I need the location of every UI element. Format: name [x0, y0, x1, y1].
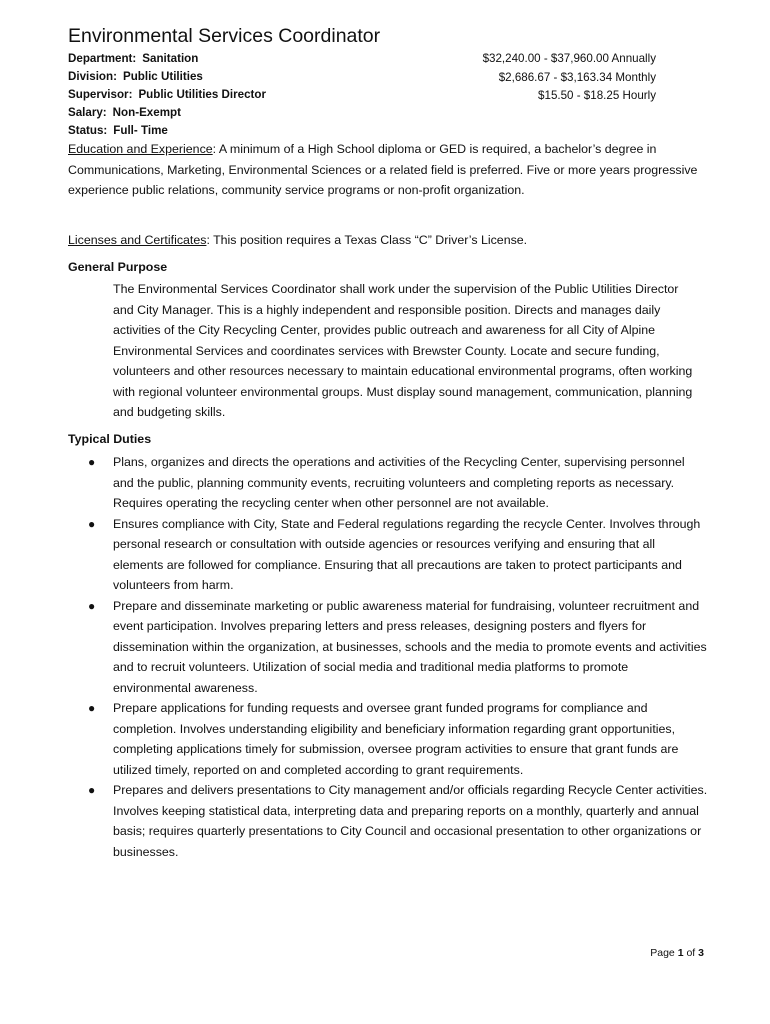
page-total: 3 — [698, 947, 704, 959]
duty-text: Plans, organizes and directs the operations and activities of the Recycling Center, supervising personnel and the public, planning community events, recruiting volunteers and completing reports as necessary. Requires operating the recycling center when other personnel are not available. — [113, 455, 685, 510]
page-of-label: of — [686, 947, 696, 959]
pay-monthly: $2,686.67 - $3,163.34 Monthly — [498, 70, 656, 84]
pay-range — [483, 50, 656, 106]
education-section — [68, 139, 698, 201]
duty-text: Prepares and delivers presentations to City management and/or officials regarding Recycle Center activities. Involves keeping statistical data, interpreting data and preparing reports on a monthly, quarterly and annual basis; requires quarterly presentations to City Council and occasional presentation to other organizations or businesses. — [113, 783, 708, 859]
general-purpose-text: The Environmental Services Coordinator shall work under the supervision of the Public Utilities Director and City Manager. This is a highly independent and responsible position. Directs and manages daily activities of the City Recycling Center, provides public outreach and awareness for all City of Alpine Environmental Services and coordinates services with Brewster County. Locate and secure funding, volunteers and other resources necessary to maintain educational environmental programs, often working with regional volunteer environmental groups. Must display sound management, communication, planning and budgeting skills. — [113, 282, 693, 419]
licenses-label: Licenses and Certificates — [68, 233, 207, 247]
licenses-section — [68, 230, 698, 251]
page-current: 1 — [677, 947, 684, 959]
bullet-icon: ● — [88, 701, 96, 715]
list-item — [68, 780, 708, 862]
page-number — [650, 947, 704, 959]
meta-key: Salary: — [68, 106, 107, 119]
bullet-icon: ● — [88, 455, 96, 469]
list-item — [68, 514, 708, 596]
education-label: Education and Experience — [68, 142, 213, 156]
meta-key: Division: — [68, 70, 117, 83]
job-meta — [68, 50, 266, 140]
meta-value: Public Utilities Director — [138, 88, 266, 101]
typical-duties-heading: Typical Duties — [68, 432, 152, 446]
meta-key: Supervisor: — [68, 88, 133, 101]
list-item — [68, 698, 708, 780]
meta-department — [68, 50, 266, 68]
page-title: Environmental Services Coordinator — [68, 25, 381, 47]
page-label: Page — [650, 947, 675, 959]
general-purpose-heading: General Purpose — [68, 260, 168, 274]
list-item — [68, 596, 708, 699]
pay-hourly: $15.50 - $18.25 Hourly — [538, 89, 656, 102]
bullet-icon: ● — [88, 516, 96, 531]
list-item — [68, 452, 708, 514]
meta-status — [68, 122, 266, 140]
bullet-icon: ● — [88, 783, 96, 797]
duty-text: Prepare applications for funding requests and oversee grant funded programs for compliance and completion. Involves understanding eligibility and beneficiary information regarding grant opportunities, completing applications timely for submission, oversee program activities to ensure that grant funds are utilized timely, reported on and completed according to grant requirements. — [113, 701, 679, 777]
meta-division — [68, 68, 266, 86]
meta-value: Sanitation — [142, 52, 199, 65]
licenses-text: : This position requires a Texas Class “C” Driver’s License. — [206, 233, 528, 247]
meta-value: Public Utilities — [122, 70, 203, 83]
bullet-icon: ● — [88, 598, 96, 613]
meta-supervisor — [68, 86, 266, 104]
meta-salary — [68, 104, 266, 122]
pay-annual: $32,240.00 - $37,960.00 Annually — [482, 52, 656, 65]
typical-duties-list — [68, 452, 708, 862]
meta-key: Status: — [68, 124, 108, 137]
meta-value: Non-Exempt — [112, 106, 181, 119]
meta-value: Full- Time — [113, 124, 168, 137]
meta-key: Department: — [68, 52, 137, 65]
duty-text: Prepare and disseminate marketing or public awareness material for fundraising, volunteer recruitment and event participation. Involves preparing letters and press releases, designing posters and flyers for dissemination within the organization, at businesses, schools and the media to promote events and activities and to recruit volunteers. Utilization of social media and traditional media platforms to promote environmental awareness. — [113, 598, 707, 695]
duty-text: Ensures compliance with City, State and Federal regulations regarding the recycle Center. Involves through personal research or consultation with outside agencies or resources verifying and ensuring that all elements are followed for compliance. Ensuring that all precautions are taken to protect participants and volunteers from harm. — [113, 516, 701, 592]
education-text: : A minimum of a High School diploma or GED is required, a bachelor’s degree in Communications, Marketing, Environmental Sciences or a related field is preferred. Five or more years progressive experience public relations, community service programs or non-profit organization. — [68, 142, 698, 197]
